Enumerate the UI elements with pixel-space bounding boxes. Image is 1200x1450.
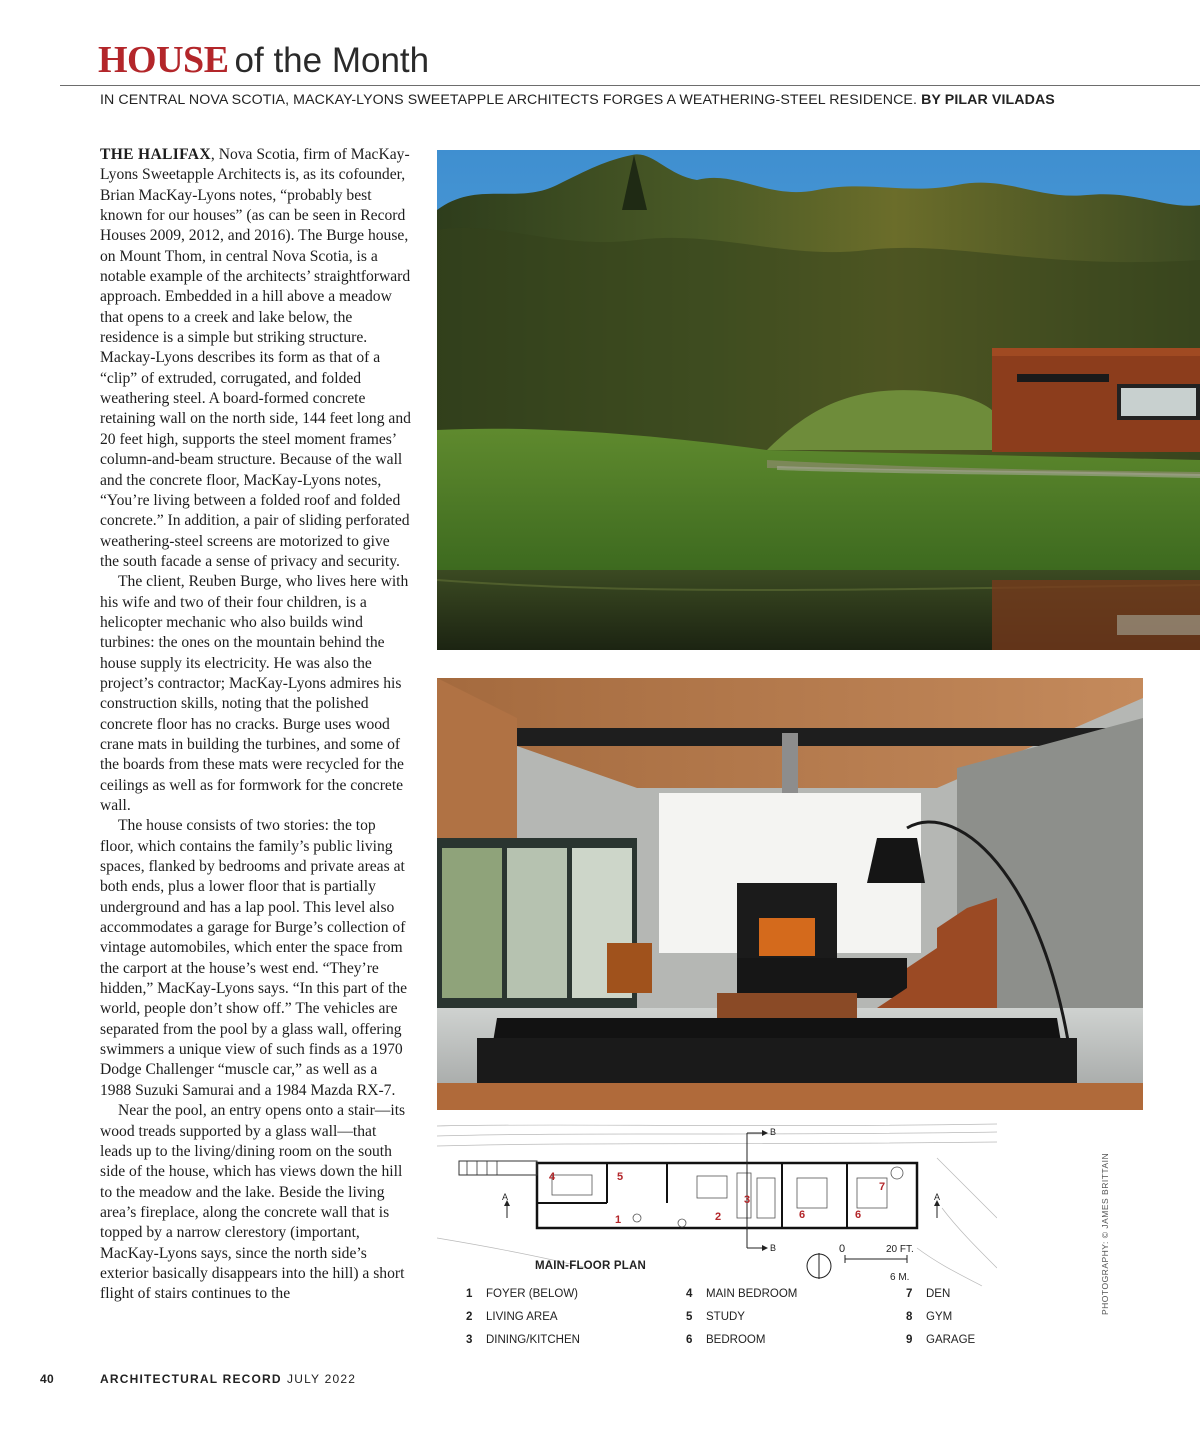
- page-number: 40: [40, 1372, 54, 1386]
- paragraph-1-text: , Nova Scotia, firm of MacKay-Lyons Sweetapple Architects is, as its cofounder, Brian MacKay-Lyons notes, “probably best known for our houses” (as can be seen in Record Houses 2009, 2012, and 2016). The Burge house, on Mount Thom, in central Nova Scotia, is a notable example of the architects’ straightforward approach. Embedded in a hill above a meadow that opens to a creek and lake below, the residence is a simple but striking structure. Mackay-Lyons describes its form as that of a “clip” of extruded, corrugated, and folded weathering steel. A board-formed concrete retaining wall on the north side, 144 feet long and 20 feet high, supports the steel moment frames’ column-and-beam structure. Because of the wall and the concrete floor, MacKay-Lyons notes, “You’re living between a folded roof and folded concrete.” In addition, a pair of sliding perforated weathering-steel screens are motorized to give the south facade a sense of privacy and security.: [100, 146, 411, 570]
- legend-item: 3 DINING/KITCHEN: [466, 1334, 580, 1346]
- legend-item: 1 FOYER (BELOW): [466, 1288, 579, 1300]
- magazine-name: ARCHITECTURAL RECORD: [100, 1372, 282, 1386]
- exterior-photo-illustration: [437, 150, 1200, 650]
- exterior-photo: [437, 150, 1200, 650]
- legend-item: 8 GYM: [906, 1311, 953, 1323]
- legend-item: 4 MAIN BEDROOM: [686, 1288, 798, 1300]
- paragraph-1: [100, 145, 412, 572]
- title-of-the-month: of the Month: [234, 41, 430, 80]
- room-number-6b: 6: [855, 1209, 862, 1221]
- room-number-5: 5: [617, 1171, 624, 1183]
- section-mark-a-right: A: [934, 1192, 941, 1202]
- issue-date: JULY 2022: [287, 1372, 357, 1386]
- room-number-1: 1: [615, 1214, 622, 1226]
- section-mark-b-bottom: B: [770, 1243, 777, 1253]
- plan-drawing: [437, 1118, 997, 1288]
- room-number-7: 7: [879, 1181, 886, 1193]
- interior-photo: [437, 678, 1143, 1110]
- scale-meters: 6 M.: [890, 1272, 910, 1283]
- legend-item: 6 BEDROOM: [686, 1334, 766, 1346]
- deck-text: IN CENTRAL NOVA SCOTIA, MACKAY-LYONS SWEETAPPLE ARCHITECTS FORGES A WEATHERING-STEEL RESIDENCE.: [100, 92, 918, 108]
- interior-photo-illustration: [437, 678, 1143, 1110]
- legend-item: 5 STUDY: [686, 1311, 745, 1323]
- main-floor-plan: [437, 1118, 997, 1288]
- legend-item: 7 DEN: [906, 1288, 951, 1300]
- section-mark-b-top: B: [770, 1127, 777, 1137]
- paragraph-3: The house consists of two stories: the top floor, which contains the family’s public living spaces, flanked by bedrooms and private areas at both ends, plus a lower floor that is partially underground and has a lap pool. This level also accommodates a garage for Burge’s collection of vintage automobiles, which enter the space from the carport at the house’s west end. “They’re hidden,” MacKay-Lyons says. “In this part of the world, people don’t show off.” The vehicles are separated from the pool by a glass wall, offering swimmers a unique view of such finds as a 1970 Dodge Challenger “muscle car,” as well as a 1988 Suzuki Samurai and a 1984 Mazda RX-7.: [100, 817, 408, 1099]
- title-house: HOUSE: [98, 39, 229, 81]
- article-body: [100, 145, 412, 1320]
- room-number-3: 3: [744, 1194, 751, 1206]
- scale-zero: 0: [839, 1243, 846, 1255]
- byline: BY PILAR VILADAS: [921, 92, 1055, 108]
- room-number-6a: 6: [799, 1209, 806, 1221]
- photo-credit: PHOTOGRAPHY: © JAMES BRITTAIN: [1100, 1152, 1110, 1315]
- header-rule: [60, 85, 1200, 86]
- department-title: [98, 38, 429, 88]
- section-mark-a-left: A: [502, 1192, 509, 1202]
- legend-item: 9 GARAGE: [906, 1334, 976, 1346]
- scale-feet: 20 FT.: [886, 1244, 914, 1255]
- paragraph-4: Near the pool, an entry opens onto a stair—its wood treads supported by a glass wall—that leads up to the living/dining room on the south side of the house, which has views down the hill to the meadow and the lake. Beside the living area’s fireplace, along the concrete wall that is topped by a narrow clerestory (important, MacKay-Lyons says, since the north side’s exterior basically disappears into the hill) a short flight of stairs continues to the: [100, 1102, 406, 1303]
- room-number-2: 2: [715, 1211, 722, 1223]
- paragraph-2: The client, Reuben Burge, who lives here with his wife and two of their four children, is a helicopter mechanic who also builds wind turbines: the ones on the mountain behind the house supply its electricity. He was also the project’s contractor; MacKay-Lyons admires his construction skills, noting that the polished concrete floor has no cracks. Burge uses wood crane mats in building the turbines, and some of the boards from these mats were recycled for the ceilings as well as for formwork for the concrete wall.: [100, 573, 409, 814]
- deck: [100, 92, 1190, 108]
- lead-in: THE HALIFAX: [100, 146, 211, 163]
- room-number-4: 4: [549, 1171, 556, 1183]
- legend-item: 2 LIVING AREA: [466, 1311, 558, 1323]
- plan-title: MAIN-FLOOR PLAN: [535, 1260, 646, 1272]
